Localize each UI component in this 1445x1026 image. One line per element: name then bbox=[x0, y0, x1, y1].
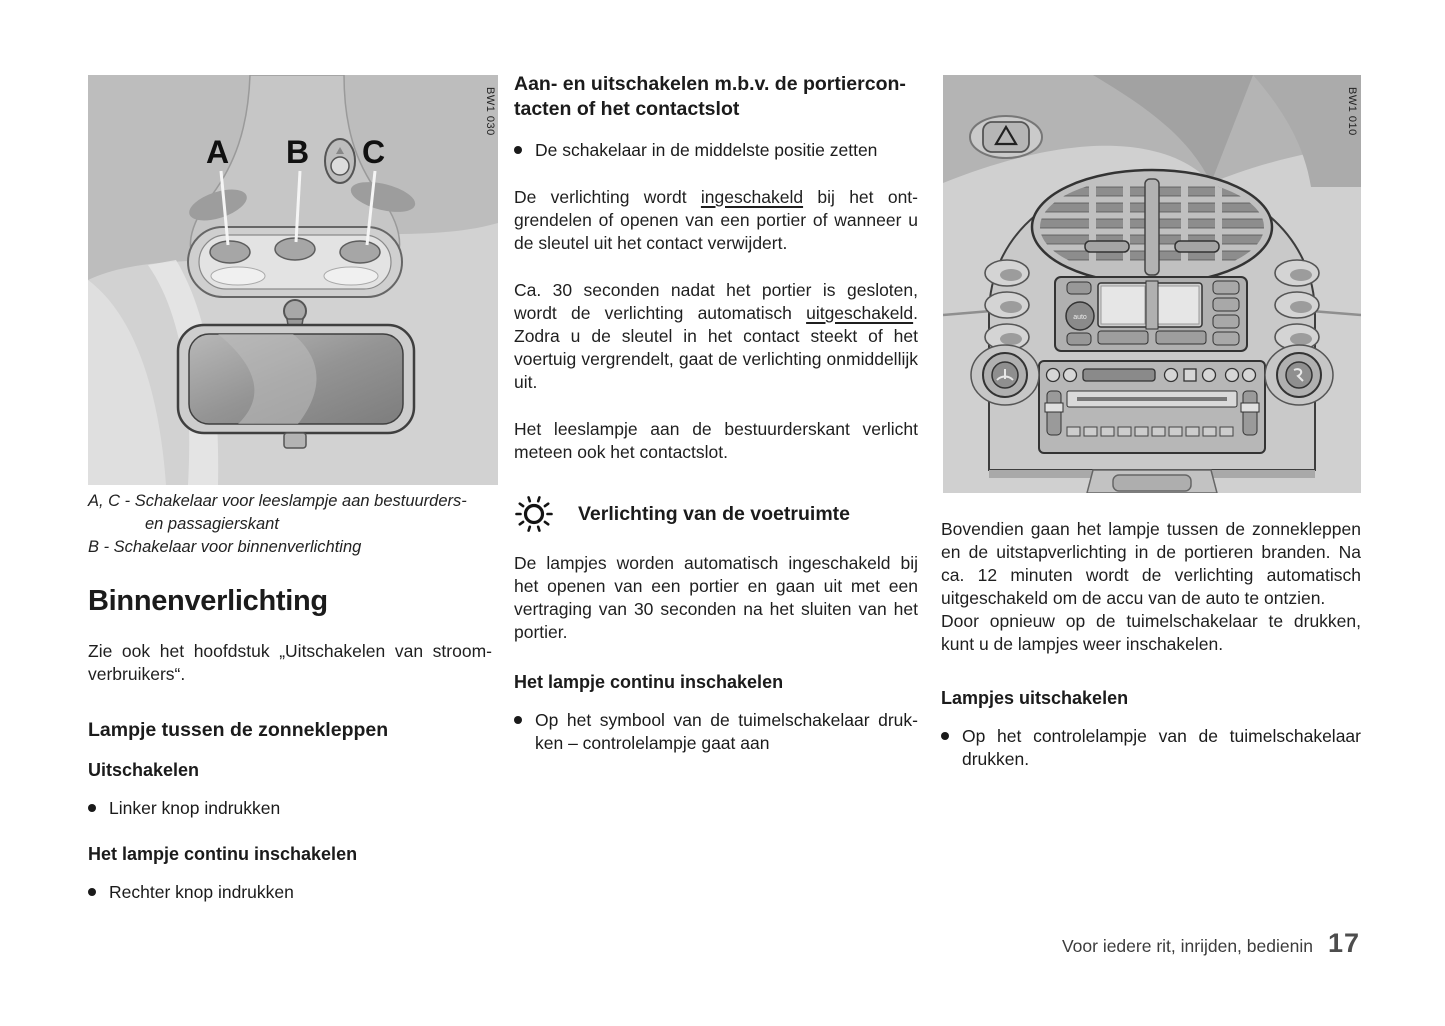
figure-overhead-console bbox=[88, 75, 498, 485]
caption-line-1: A, C - Schakelaar voor leeslampje aan bestuurders- bbox=[88, 492, 467, 510]
paragraph-voetruimte: De lampjes worden automatisch ingeschakeld bij het openen van een portier en gaan uit met een vertraging van 30 seconden na het sluiten van het portier. bbox=[514, 553, 918, 642]
paragraph-part: De verlichting wordt bbox=[514, 187, 701, 207]
footwell-light-icon bbox=[514, 494, 554, 534]
bullet-icon bbox=[514, 716, 522, 724]
subheading-continu-inschakelen-left: Het lampje continu inschakelen bbox=[88, 844, 358, 864]
subheading-uitschakelen: Uitschakelen bbox=[88, 760, 200, 780]
center-console-illustration bbox=[943, 75, 1361, 493]
underlined-word: uitgeschakeld bbox=[806, 303, 914, 323]
footer-chapter-title: Voor iedere rit, inrijden, bedienin bbox=[1061, 936, 1313, 956]
reading-lamp-switch-c bbox=[340, 241, 380, 263]
bullet-text: Rechter knop indrukken bbox=[109, 882, 294, 902]
bullet-item bbox=[514, 709, 918, 755]
footwell-section-header bbox=[514, 494, 918, 534]
subheading-continu-inschakelen-middle: Het lampje continu inschakelen bbox=[514, 672, 784, 692]
paragraph-leeslampje: Het leeslampje aan de bestuurderskant verlicht meteen ook het contactslot. bbox=[514, 419, 918, 462]
heading-voetruimte: Verlichting van de voetruimte bbox=[578, 502, 850, 525]
caption-line-3: B - Schakelaar voor binnenverlichting bbox=[88, 538, 362, 556]
right-column bbox=[941, 518, 1361, 795]
caption-line-2: en passagierskant bbox=[145, 515, 279, 533]
bullet-icon bbox=[88, 804, 96, 812]
reading-lamp-switch-a bbox=[210, 241, 250, 263]
middle-column bbox=[514, 72, 918, 779]
paragraph-part: Ca. 30 seconden nadat het portier is gesloten, wordt de verlichting automatisch bbox=[514, 280, 918, 323]
bullet-text: Linker knop indrukken bbox=[109, 798, 281, 818]
heading-lampje-zonnekleppen: Lampje tussen de zonnekleppen bbox=[88, 719, 389, 741]
bullet-text: Op het controlelampje van de tuimelschakelaar drukken. bbox=[962, 726, 1361, 769]
bullet-icon bbox=[941, 732, 949, 740]
paragraph-inschakelen bbox=[514, 186, 918, 255]
bullet-item bbox=[88, 797, 492, 820]
left-column bbox=[88, 490, 492, 928]
page-footer bbox=[1062, 928, 1360, 959]
figure-center-console bbox=[943, 75, 1361, 493]
figure-label-a: A bbox=[206, 134, 230, 170]
figure-label-b: B bbox=[286, 134, 310, 170]
bullet-item bbox=[514, 139, 918, 162]
overhead-console-illustration bbox=[88, 75, 498, 485]
subheading-lampjes-uitschakelen: Lampjes uitschakelen bbox=[941, 688, 1129, 708]
bullet-text: De schakelaar in de middelste positie zetten bbox=[535, 140, 878, 160]
bullet-text: Op het symbool van de tuimelschakelaar drukken – controlelampje gaat aan bbox=[535, 710, 918, 753]
figure-label-c: C bbox=[362, 134, 386, 170]
paragraph-opnieuw-drukken: Door opnieuw op de tuimelschakelaar te drukken, kunt u de lampjes weer inschakelen. bbox=[941, 611, 1361, 654]
auto-button-label: auto bbox=[1073, 314, 1087, 321]
paragraph-part: bij het ontgrendelen of openen van een portier of wanneer u de sleutel uit het contact verwijdert. bbox=[514, 187, 918, 253]
figure-code-left: BW1 030 bbox=[484, 87, 496, 136]
paragraph-uitschakelen bbox=[514, 279, 918, 394]
figure-caption bbox=[88, 490, 492, 559]
bullet-item bbox=[88, 881, 492, 904]
bullet-icon bbox=[514, 146, 522, 154]
paragraph-zonnekleppen-uitstap: Bovendien gaan het lampje tussen de zonnekleppen en de uitstapverlichting in de portieren branden. Na ca. 12 minuten wordt de verlichting automatisch uitgeschakeld om de accu van de auto te ontzien. bbox=[941, 519, 1361, 608]
page-number: 17 bbox=[1327, 928, 1360, 958]
paragraph-part: . Zodra u de sleutel in het contact steekt of het voertuig vergrendelt, gaat de verlichting onmiddellijk uit. bbox=[514, 303, 918, 392]
page-title: Binnenverlichting bbox=[88, 585, 328, 617]
underlined-word: ingeschakeld bbox=[700, 187, 804, 207]
intro-paragraph: Zie ook het hoofdstuk „Uitschakelen van stroomverbruikers“. bbox=[88, 641, 492, 684]
heading-portiercontacten: Aan- en uitschakelen m.b.v. de portiercontacten of het contactslot bbox=[514, 73, 906, 120]
bullet-icon bbox=[88, 888, 96, 896]
figure-code-right: BW1 010 bbox=[1346, 87, 1358, 136]
bullet-item bbox=[941, 725, 1361, 771]
